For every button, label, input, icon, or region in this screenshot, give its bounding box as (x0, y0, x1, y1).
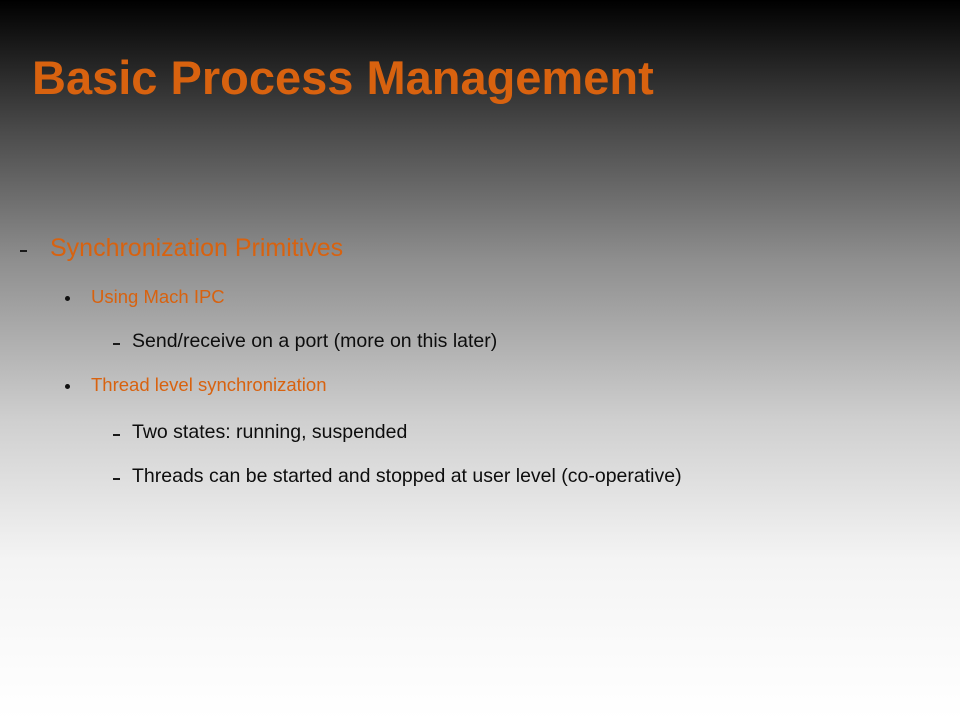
bullet-text: Threads can be started and stopped at user level (co-operative) (132, 465, 682, 487)
bullet-using-mach-ipc (91, 285, 225, 309)
bullet-text: Thread level synchronization (91, 374, 327, 395)
bullet-thread-level-synchronization (91, 373, 327, 397)
bullet-threads-started-stopped (132, 464, 682, 488)
dash-icon (113, 434, 120, 436)
bullet-two-states (132, 420, 407, 444)
dash-icon (113, 343, 120, 345)
dash-icon (20, 250, 27, 252)
bullet-text: Using Mach IPC (91, 286, 225, 307)
bullet-text: Send/receive on a port (more on this later) (132, 330, 498, 352)
dot-icon (65, 384, 70, 389)
dot-icon (65, 296, 70, 301)
bullet-text: Synchronization Primitives (50, 234, 344, 262)
bullet-text: Two states: running, suspended (132, 421, 408, 443)
dash-icon (113, 478, 120, 480)
bullet-send-receive (132, 329, 497, 353)
bullet-synchronization-primitives (50, 233, 343, 263)
slide-title: Basic Process Management (32, 51, 654, 104)
